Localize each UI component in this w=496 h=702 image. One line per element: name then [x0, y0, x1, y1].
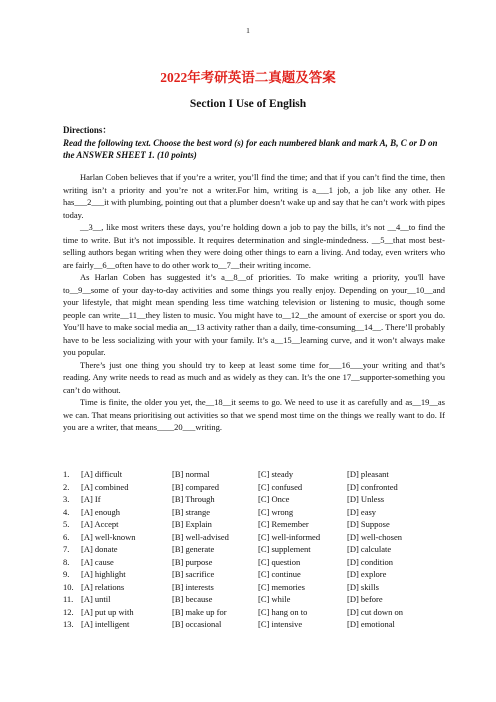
option-b: [B] well-advised	[172, 531, 229, 542]
passage-paragraph-text: Harlan Coben believes that if you’re a writer, you’ll find the time; and that if you can’t find the time, then writing isn’t a priority and you’re not a writer.For him, writing is a___1 job, a job like any other. He has___2___it with plumbing, pointing out that a plumber doesn’t wake up and say that he can’t work with pipes today.	[63, 172, 448, 220]
option-a: [A] combined	[81, 481, 129, 492]
passage-paragraph	[63, 396, 448, 434]
option-d: [D] calculate	[347, 544, 392, 554]
option-d: [D] explore	[347, 569, 387, 579]
option-a: [A] highlight	[81, 569, 126, 579]
option-row	[63, 581, 445, 594]
question-number: 2.	[63, 481, 70, 492]
question-number: 7.	[63, 544, 70, 554]
passage-paragraph	[63, 359, 448, 397]
question-number: 10.	[63, 581, 74, 592]
option-d: [D] confronted	[347, 481, 398, 492]
question-number: 3.	[63, 494, 70, 504]
passage-paragraph-text: __3__, like most writers these days, you’re holding down a job to pay the bills, it’s not __4__to find the time to write. But it’s not impossible. It requires determination and single-mindedness. __5__that most best-selling authors began writing when they were doing other things to earn a living. And today, even writers who are fairly__6__often have to do other work to__7__their writing income.	[63, 222, 448, 270]
question-number: 1.	[63, 469, 70, 479]
option-a: [A] cause	[81, 556, 114, 567]
directions-label: Directions：	[63, 125, 112, 135]
option-row	[63, 556, 445, 569]
option-b: [B] sacrifice	[172, 569, 215, 579]
option-b: [B] Through	[172, 494, 215, 504]
option-c: [C] continue	[258, 569, 301, 579]
option-row	[63, 606, 445, 619]
option-b: [B] occasional	[172, 619, 222, 629]
option-d: [D] emotional	[347, 619, 395, 629]
section-heading: Section I Use of English	[189, 98, 307, 110]
question-number: 8.	[63, 556, 70, 567]
option-b: [B] Explain	[172, 519, 212, 529]
question-number: 4.	[63, 506, 70, 517]
option-row	[63, 618, 445, 631]
option-a: [A] put up with	[81, 606, 134, 617]
option-c: [C] wrong	[258, 506, 294, 517]
option-b: [B] normal	[172, 469, 210, 479]
option-row	[63, 531, 445, 544]
option-row	[63, 481, 445, 494]
option-b: [B] make up for	[172, 606, 227, 617]
option-d: [D] cut down on	[347, 606, 403, 617]
option-c: [C] confused	[258, 481, 303, 492]
page-title: 2022年考研英语二真题及答案	[160, 70, 336, 85]
option-b: [B] interests	[172, 581, 214, 592]
option-d: [D] condition	[347, 556, 394, 567]
passage-paragraph-text: There’s just one thing you should try to keep at least some time for___16___your writing and that’s reading. Any write needs to read as much and as widely as they can. It’s the one 17__supporter-something you can’t do without.	[63, 359, 448, 395]
option-c: [C] well-informed	[258, 531, 321, 542]
question-number: 11.	[63, 594, 74, 604]
option-d: [D] Suppose	[347, 519, 390, 529]
option-b: [B] strange	[172, 506, 211, 517]
question-number: 12.	[63, 606, 74, 617]
option-a: [A] relations	[81, 581, 125, 592]
passage-paragraph-text: Time is finite, the older you yet, the__18__it seems to go. We need to use it as carefully and as__19__as we can. That means prioritising out activities so that we spend most time on the things we really want to do. If you are a writer, that means____20___writing.	[63, 397, 448, 432]
option-a: [A] intelligent	[81, 619, 130, 629]
option-a: [A] Accept	[81, 519, 119, 529]
cloze-passage	[63, 171, 448, 434]
option-d: [D] easy	[347, 506, 377, 517]
question-number: 6.	[63, 531, 70, 542]
directions-block	[63, 124, 445, 162]
option-c: [C] intensive	[258, 619, 303, 629]
option-d: [D] Unless	[347, 494, 385, 504]
option-c: [C] hang on to	[258, 606, 308, 617]
option-a: [A] donate	[81, 544, 118, 554]
option-c: [C] Remember	[258, 519, 309, 529]
option-row	[63, 493, 445, 506]
page-number: 1	[246, 26, 250, 35]
option-a: [A] enough	[81, 506, 120, 517]
option-b: [B] purpose	[172, 556, 213, 567]
option-a: [A] difficult	[81, 469, 123, 479]
option-a: [A] well-known	[81, 531, 136, 542]
option-d: [D] before	[347, 594, 383, 604]
option-d: [D] skills	[347, 581, 379, 592]
option-c: [C] Once	[258, 494, 290, 504]
passage-paragraph-text: As Harlan Coben has suggested it’s a__8__of priorities. To make writing a priority, you'll have to__9__some of your day-to-day activities and some things you really enjoy. Depending on your__10__and your lifestyle, that might mean spending less time watching television or listening to music, though some people can write__11__they listen to music. You might have to__12__the amount of exercise or sport you do. You’ll have to make social media an__13 activity rather than a daily, time-consuming__14__. There’ll probably have to be less socializing with your with your family. It’s a__15__learning curve, and it won’t always make you popular.	[63, 272, 448, 357]
question-number: 5.	[63, 519, 70, 529]
option-b: [B] because	[172, 594, 213, 604]
option-b: [B] generate	[172, 544, 215, 554]
option-row	[63, 518, 445, 531]
question-number: 9.	[63, 569, 70, 579]
passage-paragraph	[63, 171, 448, 221]
option-c: [C] while	[258, 594, 291, 604]
answer-options-list	[63, 468, 445, 631]
option-a: [A] until	[81, 594, 111, 604]
option-row	[63, 593, 445, 606]
passage-paragraph	[63, 271, 448, 359]
option-d: [D] pleasant	[347, 469, 389, 479]
option-row	[63, 543, 445, 556]
option-c: [C] supplement	[258, 544, 311, 554]
passage-paragraph	[63, 221, 448, 271]
option-c: [C] steady	[258, 469, 294, 479]
option-a: [A] If	[81, 494, 101, 504]
option-c: [C] question	[258, 556, 301, 567]
option-c: [C] memories	[258, 581, 305, 592]
question-number: 13.	[63, 619, 74, 629]
option-row	[63, 568, 445, 581]
option-row	[63, 506, 445, 519]
option-b: [B] compared	[172, 481, 219, 492]
option-row	[63, 468, 445, 481]
option-d: [D] well-chosen	[347, 531, 402, 542]
directions-text: Read the following text. Choose the best word (s) for each numbered blank and mark A, B, C or D on the ANSWER SHEET 1. (10 points)	[63, 137, 438, 160]
